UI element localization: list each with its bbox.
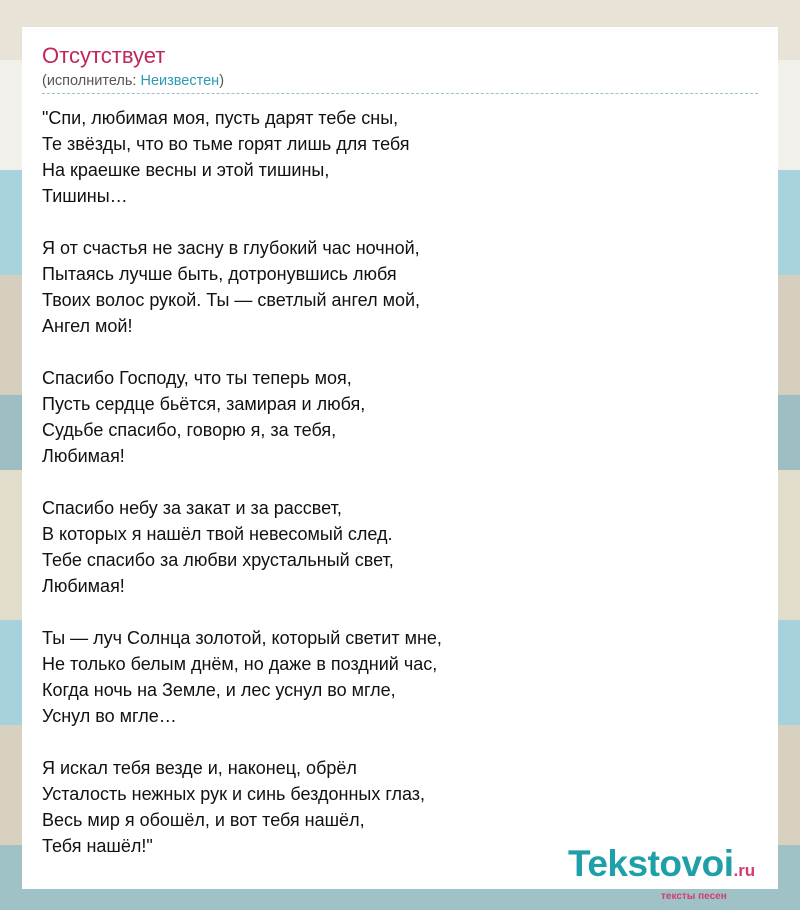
- stanza: [42, 105, 442, 209]
- lyrics-line: "Спи, любимая моя, пусть дарят тебе сны,: [42, 108, 399, 128]
- performer-prefix: (исполнитель:: [42, 73, 141, 89]
- title-divider: [42, 93, 758, 94]
- lyrics-line: В которых я нашёл твой невесомый след.: [42, 524, 393, 544]
- stanza: [42, 365, 442, 469]
- lyrics-line: Спасибо небу за закат и за рассвет,: [42, 498, 342, 518]
- lyrics-line: Ты — луч Солнца золотой, который светит мне,: [42, 628, 442, 648]
- stanza-gap: [42, 339, 442, 365]
- stanza-gap: [42, 729, 442, 755]
- lyrics-line: Пусть сердце бьётся, замирая и любя,: [42, 394, 366, 414]
- lyrics-text: [42, 105, 442, 859]
- lyrics-line: Я от счастья не засну в глубокий час ночной,: [42, 238, 420, 258]
- stanza-gap: [42, 209, 442, 235]
- lyrics-line: Спасибо Господу, что ты теперь моя,: [42, 368, 352, 388]
- stanza: [42, 495, 442, 599]
- lyrics-card: [22, 27, 778, 902]
- site-logo[interactable]: [568, 843, 756, 902]
- performer-link[interactable]: Неизвестен: [140, 73, 220, 89]
- lyrics-line: Тебя нашёл!": [42, 836, 153, 856]
- performer-suffix: ): [219, 73, 225, 89]
- lyrics-line: Усталость нежных рук и синь бездонных глаз,: [42, 784, 426, 804]
- lyrics-line: Те звёзды, что во тьме горят лишь для тебя: [42, 134, 410, 154]
- stanza-gap: [42, 469, 442, 495]
- lyrics-line: Любимая!: [42, 446, 125, 466]
- lyrics-line: Весь мир я обошёл, и вот тебя нашёл,: [42, 810, 365, 830]
- lyrics-line: Ангел мой!: [42, 316, 133, 336]
- lyrics-line: Любимая!: [42, 576, 125, 596]
- stanza: [42, 755, 442, 859]
- lyrics-line: Я искал тебя везде и, наконец, обрёл: [42, 758, 357, 778]
- logo-wordmark: Tekstovoi: [568, 843, 734, 884]
- logo-subtitle: тексты песен: [661, 891, 727, 902]
- logo-tld: .ru: [733, 861, 756, 880]
- lyrics-line: Не только белым днём, но даже в поздний час,: [42, 654, 438, 674]
- performer-line: [42, 73, 224, 89]
- lyrics-line: Судьбе спасибо, говорю я, за тебя,: [42, 420, 337, 440]
- stanza: [42, 235, 442, 339]
- song-title: Отсутствует: [42, 43, 166, 68]
- stanza: [42, 625, 442, 729]
- lyrics-line: Пытаясь лучше быть, дотронувшись любя: [42, 264, 397, 284]
- lyrics-line: Когда ночь на Земле, и лес уснул во мгле,: [42, 680, 396, 700]
- lyrics-line: Уснул во мгле…: [42, 706, 177, 726]
- lyrics-line: Тишины…: [42, 186, 128, 206]
- lyrics-line: На краешке весны и этой тишины,: [42, 160, 330, 180]
- lyrics-line: Твоих волос рукой. Ты — светлый ангел мой,: [42, 290, 421, 310]
- stanza-gap: [42, 599, 442, 625]
- lyrics-line: Тебе спасибо за любви хрустальный свет,: [42, 550, 394, 570]
